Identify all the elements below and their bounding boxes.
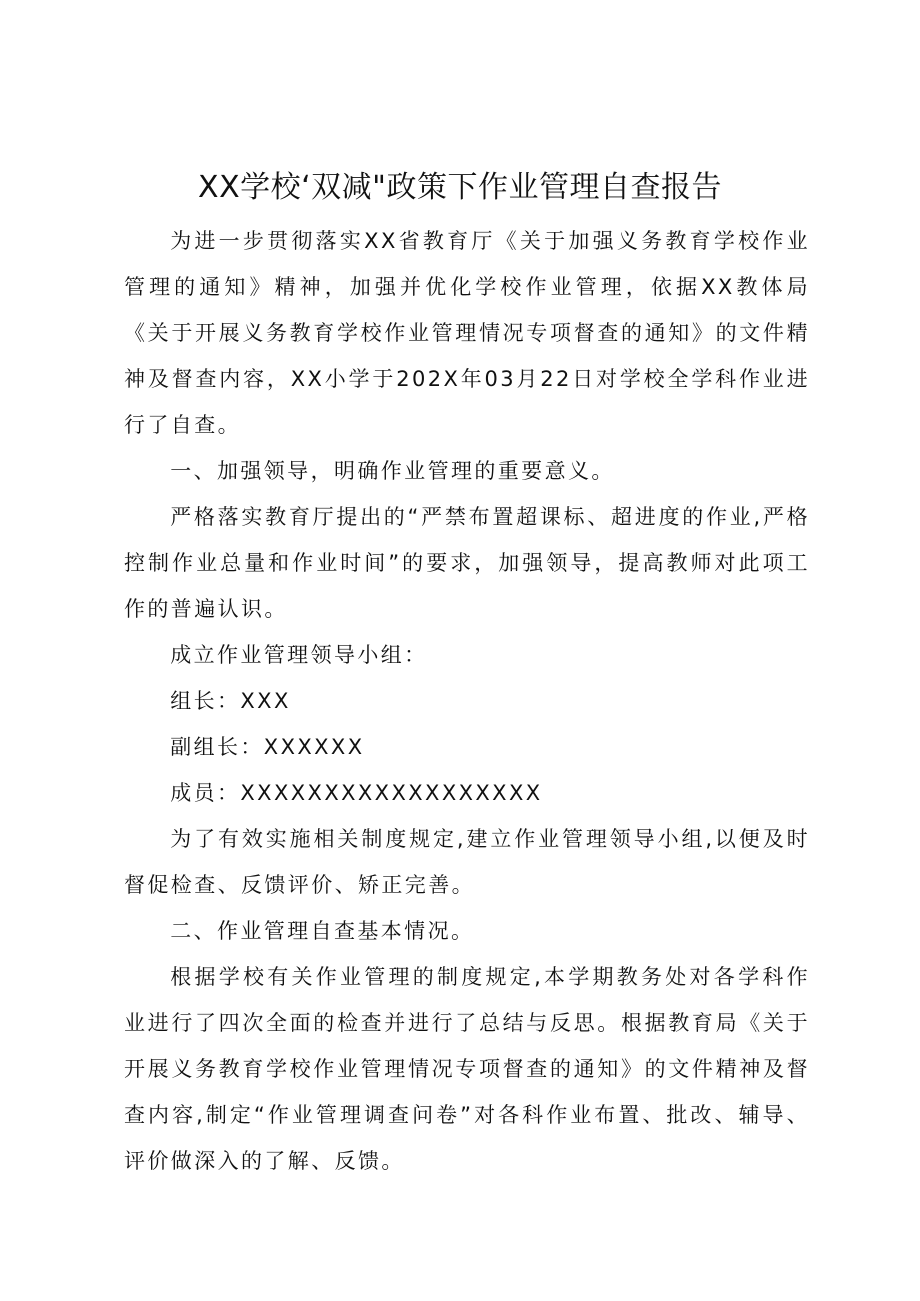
section-heading-2: 二、作业管理自查基本情况。: [170, 919, 475, 943]
paragraph-purpose: 为了有效实施相关制度规定,建立作业管理领导小组,以便及时督促检查、反馈评价、矫正完善。: [124, 827, 810, 897]
paragraph-self-check: 根据学校有关作业管理的制度规定,本学期教务处对各学科作业进行了四次全面的检查并进行了总结与反思。根据教育局《关于开展义务教育学校作业管理情况专项督查的通知》的文件精神及督查内容,制定“作业管理调查问卷”对各科作业布置、批改、辅导、评价做深入的了解、反馈。: [124, 965, 810, 1173]
document-title: XX学校‘双减"政策下作业管理自查报告: [198, 170, 722, 205]
paragraph-group-intro: 成立作业管理领导小组：: [170, 643, 428, 667]
paragraph-members: 成员：XXXXXXXXXXXXXXXXXX: [170, 781, 543, 805]
section-heading-1: 一、加强领导，明确作业管理的重要意义。: [170, 459, 615, 483]
paragraph-deputy-leader: 副组长：XXXXXX: [170, 735, 365, 759]
paragraph-requirements: 严格落实教育厅提出的“严禁布置超课标、超进度的作业,严格控制作业总量和作业时间”的要求，加强领导，提高教师对此项工作的普遍认识。: [124, 505, 810, 621]
document-body: [124, 218, 810, 1184]
paragraph-intro: 为进一步贯彻落实XX省教育厅《关于加强义务教育学校作业管理的通知》精神，加强并优化学校作业管理，依据XX教体局《关于开展义务教育学校作业管理情况专项督查的通知》的文件精神及督查内容，XX小学于202X年03月22日对学校全学科作业进行了自查。: [124, 229, 810, 437]
paragraph-leader: 组长：XXX: [170, 689, 291, 713]
